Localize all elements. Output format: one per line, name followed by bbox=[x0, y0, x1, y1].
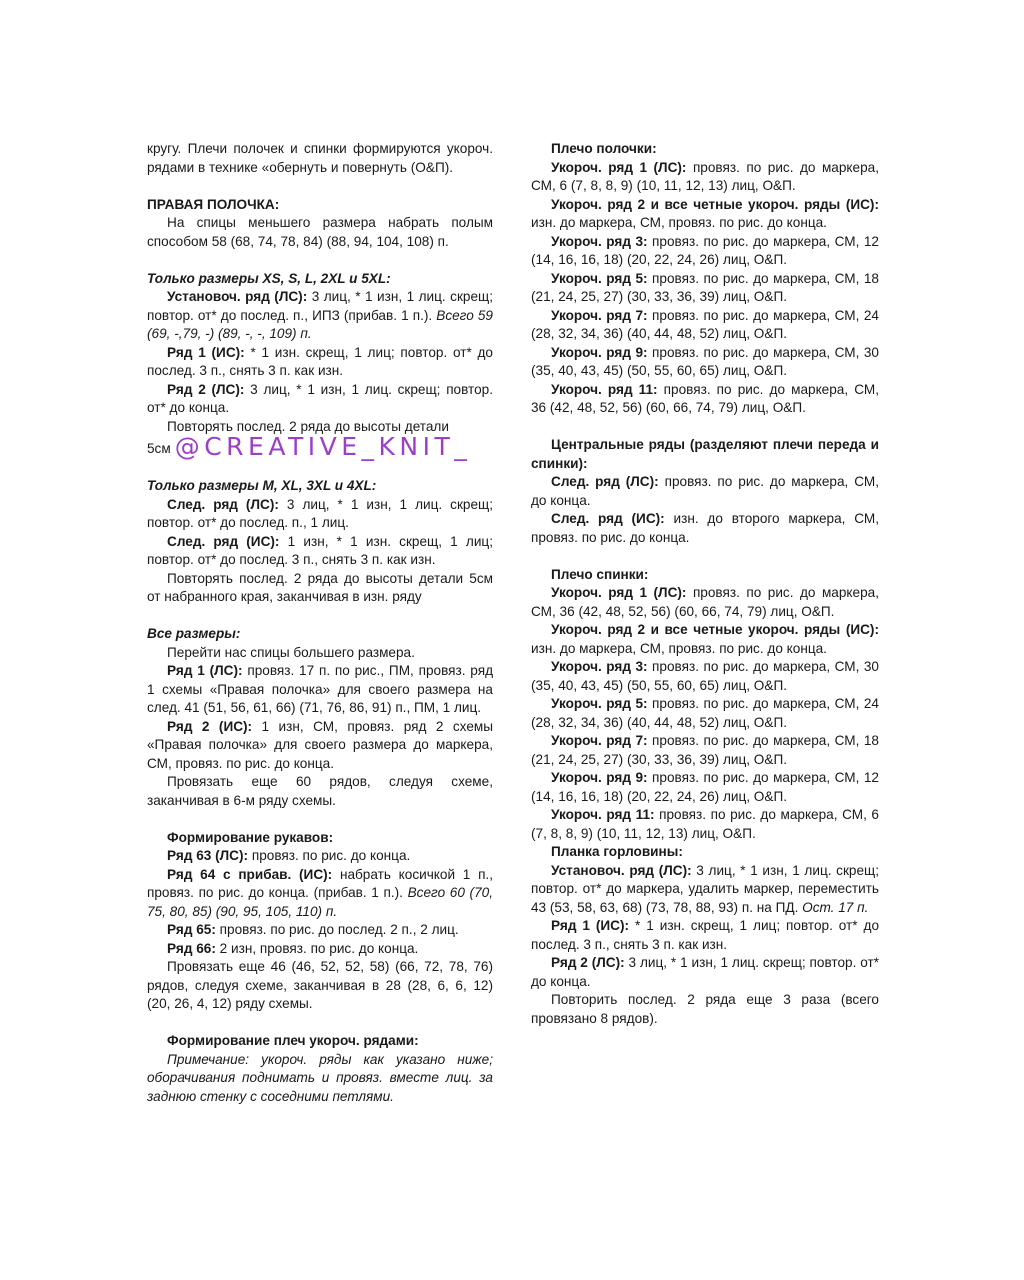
bs-row11-text: провяз. по рис. до маркера, СМ, 6 (7, 8, 8, 9) (10, 11, 12, 13) лиц, О&П. bbox=[531, 807, 879, 841]
row64-text: набрать косичкой 1 п., провяз. по рис. до конца. (прибав. 1 п.). bbox=[147, 866, 493, 900]
nb-row1-paragraph bbox=[531, 917, 879, 954]
back-shoulder-heading: Плечо спинки: bbox=[551, 566, 649, 582]
sleeves-more-paragraph: Провязать еще 46 (46, 52, 52, 58) (66, 72, 78, 76) рядов, следуя схеме, заканчивая в 28 (28, 6, 6, 12) (20, 26, 4, 12) ряду схемы. bbox=[147, 959, 493, 1011]
central-rows-heading: Центральные ряды (разделяют плечи переда и спинки): bbox=[531, 437, 879, 471]
nb-row2-paragraph bbox=[531, 954, 879, 991]
fs-row5-paragraph bbox=[531, 270, 879, 307]
all-row1-text: провяз. 17 п. по рис., ПМ, провяз. ряд 1 схемы «Правая полочка» для своего размера на след. 41 (51, 56, 61, 66) (71, 76, 86, 91) п., ПМ, 1 лиц. bbox=[147, 663, 494, 715]
row66-label: Ряд 66: bbox=[167, 940, 216, 956]
central-is-text: изн. до второго маркера, СМ, провяз. по рис. до конца. bbox=[531, 511, 879, 545]
bs-row7-paragraph bbox=[531, 732, 879, 769]
row63-label: Ряд 63 (ЛС): bbox=[167, 848, 249, 863]
fs-row5-text: провяз. по рис. до маркера, СМ, 18 (21, 24, 25, 27) (30, 33, 36, 39) лиц, О&П. bbox=[531, 270, 879, 304]
setup-row-label: Установоч. ряд (ЛС): bbox=[167, 289, 308, 304]
next-row-is-text: 1 изн, * 1 изн. скрещ, 1 лиц; повтор. от* до послед. 3 п., снять 3 п. как изн. bbox=[147, 533, 493, 567]
fs-row7-text: провяз. по рис. до маркера, СМ, 24 (28, 32, 34, 36) (40, 44, 48, 52) лиц, О&П. bbox=[531, 307, 879, 341]
fs-row1-label: Укороч. ряд 1 (ЛС): bbox=[551, 159, 687, 175]
row2-text: 3 лиц, * 1 изн, 1 лиц. скрещ; повтор. от* до конца. bbox=[147, 381, 494, 415]
fs-even-text: изн. до маркера, СМ, провяз. по рис. до конца. bbox=[531, 215, 827, 230]
right-column bbox=[531, 140, 879, 1028]
row65-text: провяз. по рис. до послед. 2 п., 2 лиц. bbox=[215, 922, 459, 937]
knit-more-paragraph: Провязать еще 60 рядов, следуя схеме, заканчивая в 6-м ряду схемы. bbox=[147, 774, 493, 808]
fs-row9-paragraph bbox=[531, 344, 879, 381]
row1-label: Ряд 1 (ИС): bbox=[167, 344, 245, 360]
central-ls-text: провяз. по рис. до маркера, СМ, до конца. bbox=[531, 474, 879, 508]
nb-setup-label: Установоч. ряд (ЛС): bbox=[551, 862, 692, 878]
central-is-label: След. ряд (ИС): bbox=[551, 511, 665, 526]
watermark-line bbox=[147, 432, 493, 461]
repeat-paragraph-2: Повторять послед. 2 ряда до высоты детали 5см от набранного края, заканчивая в изн. ряду bbox=[147, 570, 493, 604]
fs-row7-paragraph bbox=[531, 307, 879, 344]
row64-label: Ряд 64 с прибав. (ИС): bbox=[167, 866, 333, 882]
central-ls-label: След. ряд (ЛС): bbox=[551, 474, 659, 489]
bs-row11-label: Укороч. ряд 11: bbox=[551, 807, 655, 822]
bs-row7-label: Укороч. ряд 7: bbox=[551, 733, 648, 748]
bs-row5-text: провяз. по рис. до маркера, СМ, 24 (28, 32, 34, 36) (40, 44, 48, 52) лиц, О&П. bbox=[531, 696, 879, 730]
row1-paragraph bbox=[147, 344, 493, 381]
all-row2-label: Ряд 2 (ИС): bbox=[167, 718, 253, 734]
bs-row9-label: Укороч. ряд 9: bbox=[551, 770, 648, 785]
row1-text: * 1 изн. скрещ, 1 лиц; повтор. от* до послед. 3 п., снять 3 п. как изн. bbox=[147, 344, 493, 378]
next-row-is-paragraph bbox=[147, 533, 493, 570]
fs-row3-paragraph bbox=[531, 233, 879, 270]
next-row-ls-label: След. ряд (ЛС): bbox=[167, 496, 279, 512]
all-sizes-heading: Все размеры: bbox=[147, 626, 241, 641]
nb-setup-text: 3 лиц, * 1 изн, 1 лиц. скрещ; повтор. от* до маркера, удалить маркер, переместить 43 (53, 58, 63, 68) (73, 78, 88, 93) п. на ПД. bbox=[531, 862, 879, 915]
bs-row3-label: Укороч. ряд 3: bbox=[551, 659, 648, 674]
bs-row9-text: провяз. по рис. до маркера, СМ, 12 (14, 16, 16, 18) (20, 22, 24, 26) лиц, О&П. bbox=[531, 770, 879, 804]
bs-row3-text: провяз. по рис. до маркера, СМ, 30 (35, 40, 43, 45) (50, 55, 60, 65) лиц, О&П. bbox=[531, 659, 879, 693]
front-shoulder-heading: Плечо полочки: bbox=[551, 141, 657, 156]
right-front-cast-on: На спицы меньшего размера набрать полым способом 58 (68, 74, 78, 84) (88, 94, 104, 108) п. bbox=[147, 215, 493, 249]
row66-paragraph bbox=[147, 940, 493, 959]
fs-even-label: Укороч. ряд 2 и все четные укороч. ряды (ИС): bbox=[551, 196, 879, 212]
bs-row7-text: провяз. по рис. до маркера, СМ, 18 (21, 24, 25, 27) (30, 33, 36, 39) лиц, О&П. bbox=[531, 733, 879, 767]
nb-row2-label: Ряд 2 (ЛС): bbox=[551, 955, 625, 970]
row2-paragraph bbox=[147, 381, 493, 418]
right-front-heading: ПРАВАЯ ПОЛОЧКА: bbox=[147, 196, 280, 212]
row2-label: Ряд 2 (ЛС): bbox=[167, 381, 245, 397]
bs-even-paragraph bbox=[531, 621, 879, 658]
fs-row11-paragraph bbox=[531, 381, 879, 418]
left-column bbox=[147, 140, 493, 1106]
central-is-paragraph bbox=[531, 510, 879, 547]
bs-row1-text: провяз. по рис. до маркера, СМ, 36 (42, 48, 52, 56) (60, 66, 74, 79) лиц, О&П. bbox=[531, 585, 879, 619]
row63-text: провяз. по рис. до конца. bbox=[248, 848, 411, 863]
nb-row1-label: Ряд 1 (ИС): bbox=[551, 918, 630, 933]
fs-row3-text: провяз. по рис. до маркера, СМ, 12 (14, 16, 16, 18) (20, 22, 24, 26) лиц, О&П. bbox=[531, 233, 879, 267]
switch-needles: Перейти нас спицы большего размера. bbox=[167, 644, 415, 660]
setup-row-paragraph bbox=[147, 288, 493, 344]
fs-row11-text: провяз. по рис. до маркера, СМ, 36 (42, 48, 52, 56) (60, 66, 74, 79) лиц, О&П. bbox=[531, 381, 879, 415]
sizes-m-xl-heading: Только размеры M, XL, 3XL и 4XL: bbox=[147, 478, 377, 493]
all-row2-paragraph bbox=[147, 718, 493, 774]
setup-row-text: 3 лиц, * 1 изн, 1 лиц. скрещ; повтор. от* до послед. п., ИПЗ (прибав. 1 п.). bbox=[147, 289, 493, 323]
bs-row5-paragraph bbox=[531, 695, 879, 732]
row65-paragraph bbox=[147, 921, 493, 940]
fs-row3-label: Укороч. ряд 3: bbox=[551, 233, 648, 249]
note-paragraph: Примечание: укороч. ряды как указано ниже; оборачивания поднимать и провяз. вместе лиц. за заднюю стенку с соседними петлями. bbox=[147, 1051, 493, 1104]
bs-row5-label: Укороч. ряд 5: bbox=[551, 696, 648, 711]
bs-row11-paragraph bbox=[531, 806, 879, 843]
fs-row9-text: провяз. по рис. до маркера, СМ, 30 (35, 40, 43, 45) (50, 55, 60, 65) лиц, О&П. bbox=[531, 344, 879, 378]
all-row1-paragraph bbox=[147, 662, 493, 718]
nb-row1-text: * 1 изн. скрещ, 1 лиц; повтор. от* до послед. 3 п., снять 3 п. как изн. bbox=[531, 918, 880, 952]
bs-row9-paragraph bbox=[531, 769, 879, 806]
all-row2-text: 1 изн, СМ, провяз. ряд 2 схемы «Правая полочка» для своего размера до маркера, СМ, провяз. по рис. до конца. bbox=[147, 718, 494, 771]
nb-row2-text: 3 лиц, * 1 изн, 1 лиц. скрещ; повтор. от* до конца. bbox=[531, 955, 880, 989]
fs-row11-label: Укороч. ряд 11: bbox=[551, 381, 658, 397]
all-row1-label: Ряд 1 (ЛС): bbox=[167, 663, 243, 678]
row66-text: 2 изн, провяз. по рис. до конца. bbox=[215, 940, 419, 956]
next-row-ls-paragraph bbox=[147, 496, 493, 533]
nb-setup-paragraph bbox=[531, 862, 879, 918]
row65-label: Ряд 65: bbox=[167, 922, 216, 937]
fs-row1-text: провяз. по рис. до маркера, СМ, 6 (7, 8, 8, 9) (10, 11, 12, 13) лиц, О&П. bbox=[531, 159, 879, 193]
row64-paragraph bbox=[147, 866, 493, 922]
repeat-end: 5см bbox=[147, 441, 171, 456]
nb-setup-rest: Ост. 17 п. bbox=[802, 899, 869, 915]
bs-even-text: изн. до маркера, СМ, провяз. по рис. до конца. bbox=[531, 640, 827, 656]
sleeves-heading: Формирование рукавов: bbox=[167, 829, 334, 845]
neckband-heading: Планка горловины: bbox=[551, 844, 683, 859]
fs-row1-paragraph bbox=[531, 159, 879, 196]
shoulders-heading: Формирование плеч укороч. рядами: bbox=[167, 1033, 419, 1048]
fs-row7-label: Укороч. ряд 7: bbox=[551, 307, 648, 323]
next-row-ls-text: 3 лиц, * 1 изн, 1 лиц. скрещ; повтор. от* до послед. п., 1 лиц. bbox=[147, 496, 493, 530]
intro-paragraph: кругу. Плечи полочек и спинки формируются укороч. рядами в технике «обернуть и повернуть (О&П). bbox=[147, 141, 493, 175]
bs-even-label: Укороч. ряд 2 и все четные укороч. ряды (ИС): bbox=[551, 622, 879, 637]
fs-even-paragraph bbox=[531, 196, 879, 233]
setup-row-total: Всего 59 (69, -,79, -) (89, -, -, 109) п. bbox=[147, 307, 493, 341]
watermark: @CREATIVE_KNIT_ bbox=[174, 432, 472, 461]
repeat-paragraph: Повторять послед. 2 ряда до высоты детали bbox=[167, 418, 449, 434]
fs-row5-label: Укороч. ряд 5: bbox=[551, 270, 648, 286]
bs-row3-paragraph bbox=[531, 658, 879, 695]
row63-paragraph bbox=[147, 847, 493, 866]
sizes-xs-s-l-heading: Только размеры XS, S, L, 2XL и 5XL: bbox=[147, 270, 391, 286]
bs-row1-paragraph bbox=[531, 584, 879, 621]
fs-row9-label: Укороч. ряд 9: bbox=[551, 344, 648, 360]
central-ls-paragraph bbox=[531, 473, 879, 510]
row64-total: Всего 60 (70, 75, 80, 85) (90, 95, 105, 110) п. bbox=[147, 885, 493, 919]
bs-row1-label: Укороч. ряд 1 (ЛС): bbox=[551, 585, 687, 600]
next-row-is-label: След. ряд (ИС): bbox=[167, 533, 280, 549]
nb-repeat-paragraph: Повторить послед. 2 ряда еще 3 раза (всего провязано 8 рядов). bbox=[531, 992, 879, 1026]
